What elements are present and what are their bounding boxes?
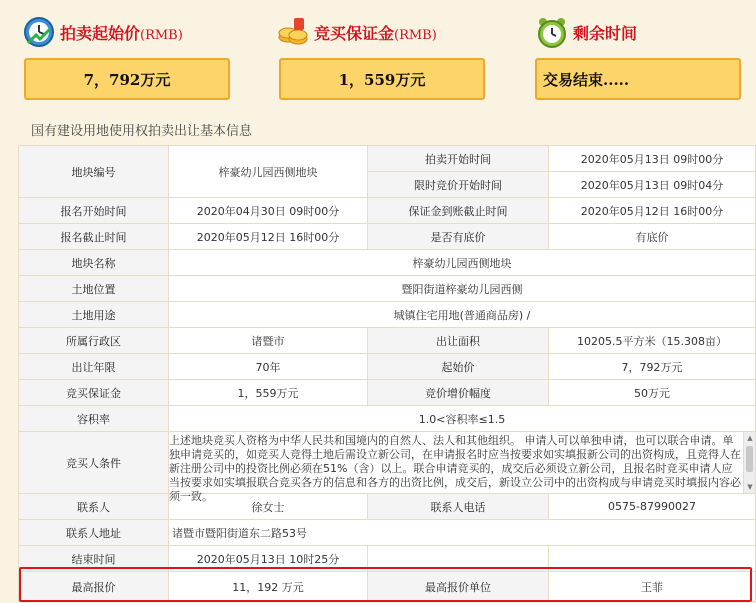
table-row <box>19 546 756 572</box>
remaining-header <box>535 14 637 50</box>
table-row <box>19 328 756 354</box>
district-value: 诸暨市 <box>169 328 368 354</box>
start-price-box: 7，792万元 <box>24 58 230 100</box>
table-row <box>19 572 756 602</box>
remaining-title: 剩余时间 <box>573 23 638 43</box>
alarm-clock-icon <box>535 15 569 49</box>
remaining-time-box: 交易结束..... <box>535 58 741 100</box>
bid-deposit-value: 1，559万元 <box>169 380 368 406</box>
table-row <box>19 250 756 276</box>
highest-bid-label: 最高报价 <box>19 572 169 602</box>
far-label: 容积率 <box>19 406 169 432</box>
table-row <box>19 276 756 302</box>
start-price-title: 拍卖起始价 <box>60 23 141 43</box>
clock-icon <box>22 15 56 49</box>
deposit-box: 1，559万元 <box>279 58 485 100</box>
start-price-label: 起始价 <box>368 354 549 380</box>
location-value: 暨阳街道梓豪幼儿园西侧 <box>169 276 756 302</box>
usage-label: 土地用途 <box>19 302 169 328</box>
increment-label: 竞价增价幅度 <box>368 380 549 406</box>
table-row <box>19 146 756 172</box>
condition-scroll-area[interactable] <box>169 432 755 503</box>
term-value: 70年 <box>169 354 368 380</box>
condition-cell <box>169 432 756 503</box>
deposit-deadline-value: 2020年05月12日 16时00分 <box>549 198 756 224</box>
section-title: 国有建设用地使用权拍卖出让基本信息 <box>31 124 253 139</box>
end-time-value: 2020年05月13日 10时25分 <box>169 546 368 572</box>
area-label: 出让面积 <box>368 328 549 354</box>
plot-no-value: 梓豪幼儿园西侧地块 <box>169 146 368 198</box>
empty-cell <box>368 546 549 572</box>
scrollbar-thumb[interactable] <box>746 446 753 472</box>
auction-start-value: 2020年05月13日 09时00分 <box>549 146 756 172</box>
scroll-down-icon[interactable]: ▼ <box>747 483 753 491</box>
reg-start-value: 2020年04月30日 09时00分 <box>169 198 368 224</box>
end-time-label: 结束时间 <box>19 546 169 572</box>
deposit-deadline-label: 保证金到账截止时间 <box>368 198 549 224</box>
plot-name-value: 梓豪幼儿园西侧地块 <box>169 250 756 276</box>
area-value: 10205.5平方米（15.308亩） <box>549 328 756 354</box>
empty-cell <box>549 546 756 572</box>
deposit-title: 竞买保证金 <box>314 23 395 43</box>
scrollbar[interactable] <box>743 432 755 493</box>
coins-icon <box>276 15 310 49</box>
scroll-up-icon[interactable]: ▲ <box>747 434 753 442</box>
far-value: 1.0<容积率≤1.5 <box>169 406 756 432</box>
table-row <box>19 354 756 380</box>
reg-end-label: 报名截止时间 <box>19 224 169 250</box>
highest-bid-value: 11，192 万元 <box>169 572 368 602</box>
phone-label: 联系人电话 <box>368 494 549 520</box>
contact-label: 联系人 <box>19 494 169 520</box>
district-label: 所属行政区 <box>19 328 169 354</box>
condition-label: 竞买人条件 <box>19 432 169 494</box>
address-value: 诸暨市暨阳街道东二路53号 <box>169 520 756 546</box>
table-row <box>19 406 756 432</box>
phone-value: 0575-87990027 <box>549 494 756 520</box>
table-row <box>19 198 756 224</box>
reg-end-value: 2020年05月12日 16时00分 <box>169 224 368 250</box>
plot-name-label: 地块名称 <box>19 250 169 276</box>
address-label: 联系人地址 <box>19 520 169 546</box>
table-row <box>19 520 756 546</box>
increment-value: 50万元 <box>549 380 756 406</box>
reg-start-label: 报名开始时间 <box>19 198 169 224</box>
deposit-header <box>276 14 437 50</box>
table-row <box>19 224 756 250</box>
bid-deposit-label: 竞买保证金 <box>19 380 169 406</box>
plot-no-label: 地块编号 <box>19 146 169 198</box>
reserve-label: 是否有底价 <box>368 224 549 250</box>
term-label: 出让年限 <box>19 354 169 380</box>
highest-bidder-value: 王菲 <box>549 572 756 602</box>
summary-header <box>0 0 755 110</box>
start-price-value: 7，792万元 <box>549 354 756 380</box>
auction-info-table <box>18 145 756 602</box>
start-price-unit: (RMB) <box>140 27 183 43</box>
usage-value: 城镇住宅用地(普通商品房) / <box>169 302 756 328</box>
table-row <box>19 302 756 328</box>
reserve-value: 有底价 <box>549 224 756 250</box>
highest-bidder-label: 最高报价单位 <box>368 572 549 602</box>
limit-time-label: 限时竞价开始时间 <box>368 172 549 198</box>
limit-time-value: 2020年05月13日 09时04分 <box>549 172 756 198</box>
auction-start-label: 拍卖开始时间 <box>368 146 549 172</box>
table-row <box>19 432 756 494</box>
location-label: 土地位置 <box>19 276 169 302</box>
contact-value: 徐女士 <box>169 494 368 520</box>
table-row <box>19 380 756 406</box>
start-price-header <box>22 14 183 50</box>
deposit-unit: (RMB) <box>394 27 437 43</box>
condition-value: 上述地块竞买人资格为中华人民共和国境内的自然人、法人和其他组织。 申请人可以单独申请，也可以联合申请。单独申请竞买的，如竞买人竞得土地后需设立新公司，在申请报名时应当按要求如实填报新公司的出资构成，且竞得人在新注册公司中的投资比例必须在51%（含）以上。联合申请竞买的，成交后必须设立新公司，且报名时竞买申请人应当按要求如实填报联合竞买各方的信息和各方的出资比例，成交后，新设立公司中的出资构成与申请竞买时填报内容必须一致。 <box>169 434 741 503</box>
